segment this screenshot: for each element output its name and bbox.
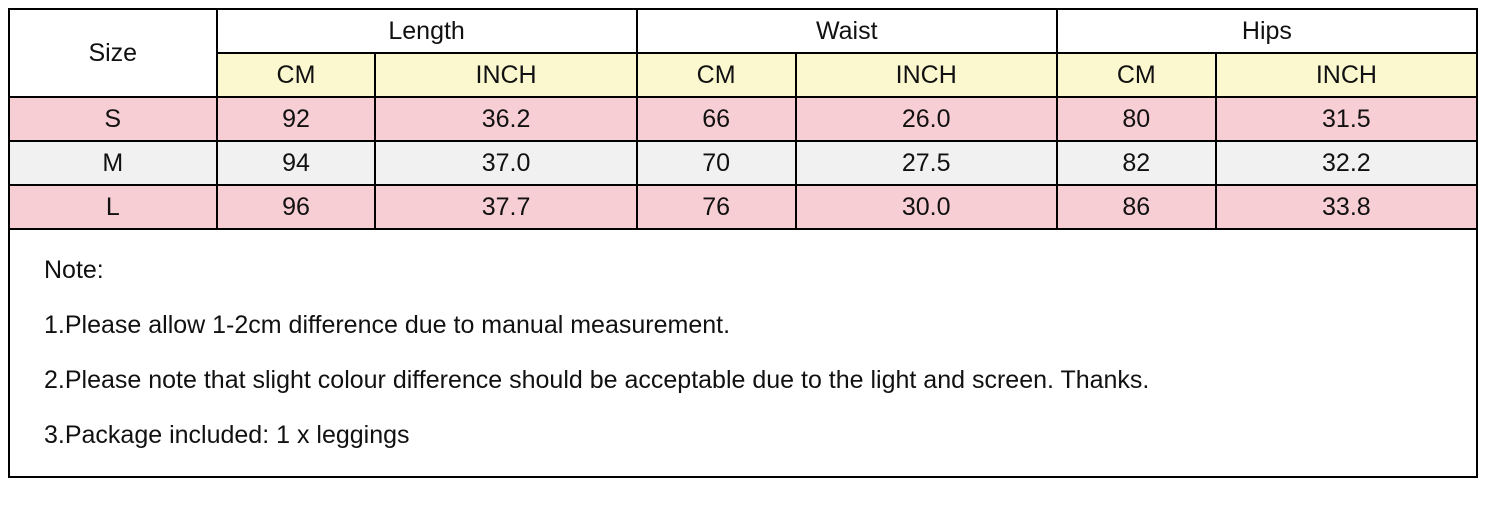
header-unit-length-inch: INCH	[375, 53, 636, 97]
cell-waist-cm: 76	[637, 185, 796, 229]
table-header-group-row	[9, 9, 1477, 53]
cell-size: M	[9, 141, 217, 185]
cell-size: S	[9, 97, 217, 141]
table-row	[9, 141, 1477, 185]
table-header-unit-row	[9, 53, 1477, 97]
cell-waist-cm: 66	[637, 97, 796, 141]
notes-section	[0, 230, 1492, 478]
header-size: Size	[9, 9, 217, 97]
cell-waist-inch: 27.5	[796, 141, 1057, 185]
header-group-length: Length	[217, 9, 637, 53]
cell-length-cm: 96	[217, 185, 376, 229]
header-unit-waist-inch: INCH	[796, 53, 1057, 97]
cell-hips-cm: 86	[1057, 185, 1216, 229]
cell-hips-inch: 33.8	[1216, 185, 1477, 229]
cell-hips-inch: 32.2	[1216, 141, 1477, 185]
cell-length-inch: 36.2	[375, 97, 636, 141]
header-unit-waist-cm: CM	[637, 53, 796, 97]
note-line-2: 2.Please note that slight colour difference should be acceptable due to the light and screen. Thanks.	[44, 366, 1150, 394]
note-line-3: 3.Package included: 1 x leggings	[44, 421, 410, 449]
cell-size: L	[9, 185, 217, 229]
header-unit-length-cm: CM	[217, 53, 376, 97]
cell-waist-inch: 30.0	[796, 185, 1057, 229]
table-row	[9, 185, 1477, 229]
cell-hips-inch: 31.5	[1216, 97, 1477, 141]
header-unit-hips-inch: INCH	[1216, 53, 1477, 97]
cell-length-cm: 94	[217, 141, 376, 185]
notes-title: Note:	[44, 256, 104, 284]
cell-waist-inch: 26.0	[796, 97, 1057, 141]
cell-length-inch: 37.0	[375, 141, 636, 185]
cell-waist-cm: 70	[637, 141, 796, 185]
cell-hips-cm: 80	[1057, 97, 1216, 141]
notes-box	[8, 230, 1478, 478]
cell-hips-cm: 82	[1057, 141, 1216, 185]
note-line-1: 1.Please allow 1-2cm difference due to manual measurement.	[44, 311, 731, 339]
header-group-waist: Waist	[637, 9, 1057, 53]
header-group-hips: Hips	[1057, 9, 1477, 53]
table-row	[9, 97, 1477, 141]
cell-length-inch: 37.7	[375, 185, 636, 229]
header-unit-hips-cm: CM	[1057, 53, 1216, 97]
cell-length-cm: 92	[217, 97, 376, 141]
size-chart-table	[8, 8, 1478, 230]
